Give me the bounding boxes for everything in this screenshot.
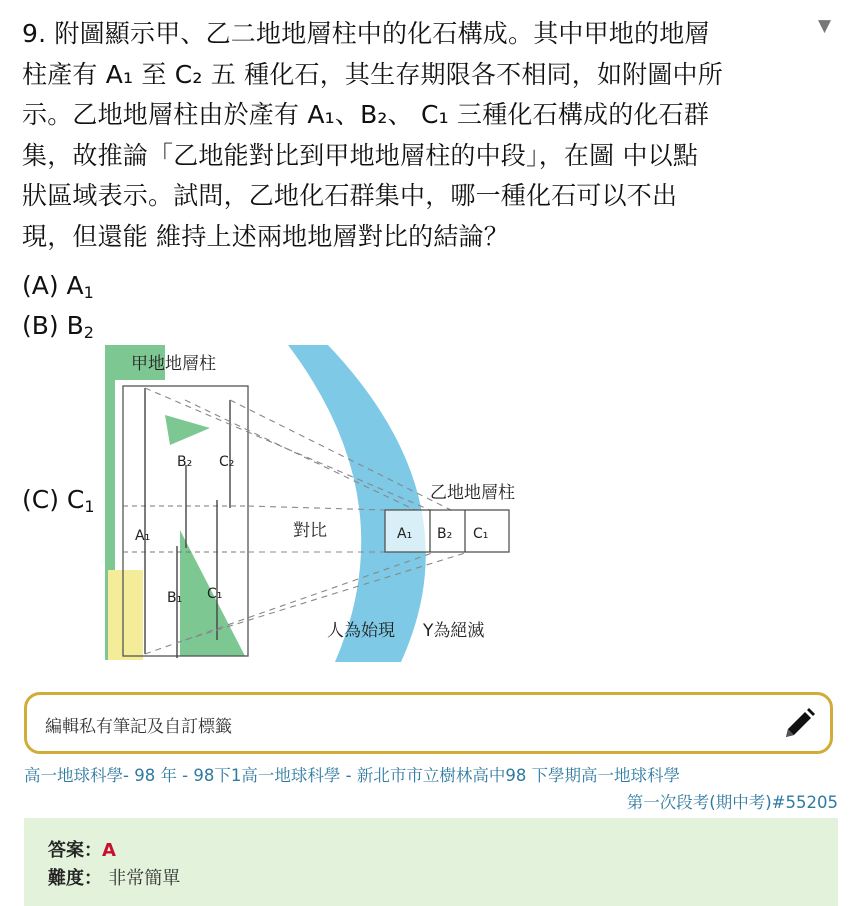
option-a[interactable]: [22, 270, 94, 309]
option-c-text: (C) C: [22, 485, 85, 514]
option-a-text: (A) A: [22, 271, 84, 300]
question-line: 示。乙地地層柱由於產有 A₁、B₂、 C₁ 三種化石構成的化石群: [22, 100, 710, 129]
difficulty-line: [48, 864, 180, 890]
chevron-down-icon[interactable]: ▼: [818, 16, 832, 36]
question-line: 9. 附圖顯示甲、乙二地地層柱中的化石構成。其中甲地的地層: [22, 19, 710, 48]
answer-line: [48, 836, 116, 862]
stratigraphy-figure: [105, 340, 545, 665]
option-b[interactable]: [22, 310, 94, 349]
question-text: [22, 14, 822, 257]
legend-end: Y為絕滅: [423, 621, 485, 641]
fossil-label: B₁: [167, 590, 183, 606]
fossil-label-b: B₂: [437, 526, 453, 542]
source-line-1[interactable]: 高一地球科學- 98 年 - 98下1高一地球科學 - 新北市市立樹林高中98 下學期高一地球科學: [24, 766, 681, 785]
fossil-label: A₁: [135, 528, 151, 544]
fossil-label: C₂: [219, 454, 235, 470]
answer-value: A: [102, 840, 116, 861]
option-a-sub: 1: [83, 283, 94, 302]
source-link[interactable]: [24, 762, 838, 816]
fossil-label-b: C₁: [473, 526, 489, 542]
green-zone-wedge: [165, 415, 210, 445]
difficulty-label: 難度：: [48, 868, 102, 889]
option-b-text: (B) B: [22, 311, 84, 340]
question-line: 柱產有 A₁ 至 C₂ 五 種化石，其生存期限各不相同，如附圖中所: [22, 59, 723, 89]
answer-box: [24, 818, 838, 906]
option-b-sub: 2: [83, 323, 94, 342]
note-label: 編輯私有筆記及自訂標籤: [45, 717, 232, 737]
column-a-title: 甲地地層柱: [131, 354, 216, 374]
column-b-title: 乙地地層柱: [430, 483, 515, 503]
question-line: 集，故推論「乙地能對比到甲地地層柱的中段」，在圖 中以點: [22, 140, 699, 170]
question-line: 狀區域表示。試問，乙地化石群集中，哪一種化石可以不出: [22, 181, 678, 210]
fossil-label: B₂: [177, 454, 193, 470]
fossil-label: C₁: [207, 586, 223, 602]
legend-start: 人為始現: [327, 621, 395, 641]
source-line-2[interactable]: 第一次段考(期中考)#55205: [626, 793, 838, 812]
option-c-sub: 1: [84, 497, 95, 516]
question-line: 現，但還能 維持上述兩地地層對比的結論？: [22, 221, 509, 251]
option-c[interactable]: [22, 484, 95, 523]
yellow-zone: [108, 570, 143, 660]
answer-label: 答案：: [48, 840, 102, 861]
private-note-box[interactable]: [24, 692, 833, 754]
difficulty-value: 非常簡單: [108, 868, 181, 889]
fossil-label-b: A₁: [397, 526, 413, 542]
correlation-band: [288, 345, 426, 662]
compare-label: 對比: [293, 521, 327, 541]
pencil-icon[interactable]: [778, 704, 818, 748]
